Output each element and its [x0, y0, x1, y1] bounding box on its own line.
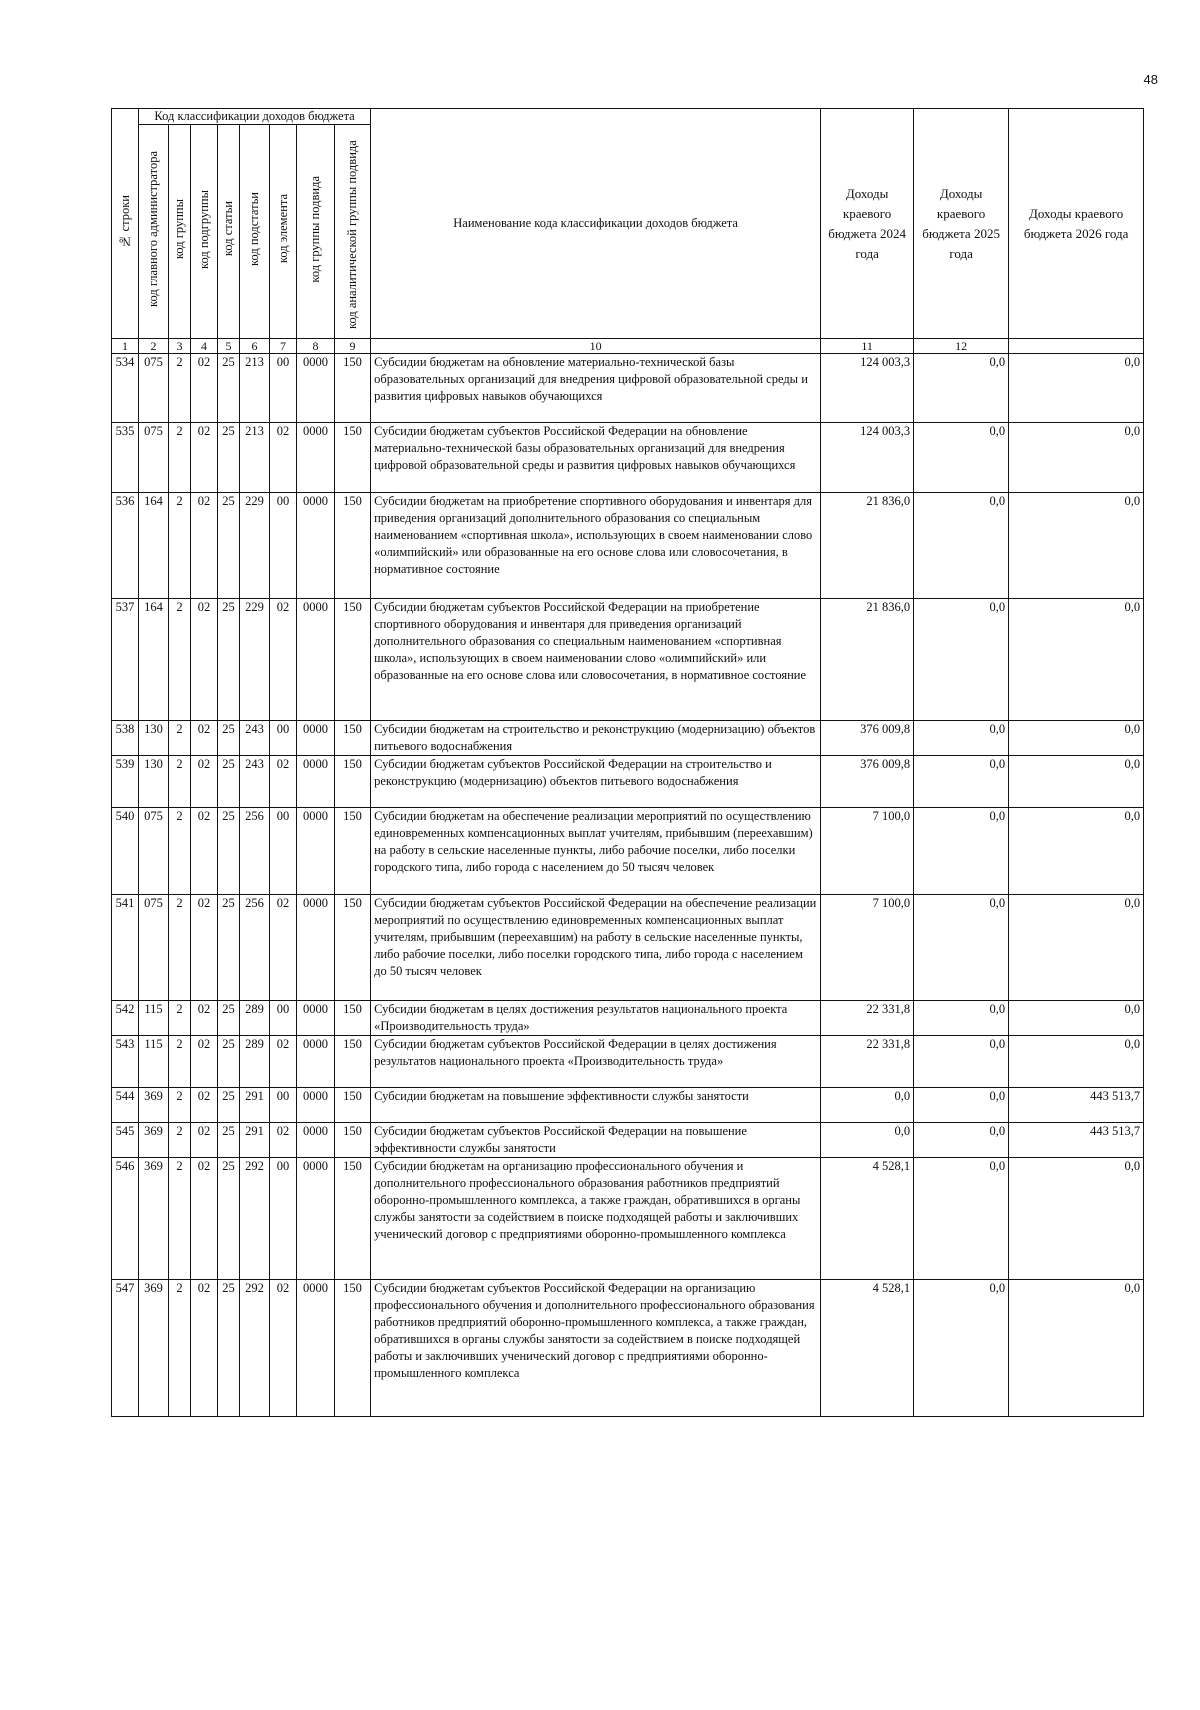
- subarticle-code-cell: 213: [240, 354, 270, 423]
- income-2026-cell: 0,0: [1009, 1158, 1144, 1280]
- analytic-group-code-cell: 150: [335, 1158, 371, 1280]
- element-code-cell: 00: [270, 1001, 297, 1036]
- row-number-cell: 542: [112, 1001, 139, 1036]
- row-number-cell: 540: [112, 808, 139, 895]
- header-analytic-group-code: код аналитической группы подвида: [335, 125, 371, 339]
- element-code-cell: 02: [270, 1280, 297, 1417]
- analytic-group-code-cell: 150: [335, 1280, 371, 1417]
- code-name-cell: Субсидии бюджетам на строительство и реконструкцию (модернизацию) объектов питьевого водоснабжения: [371, 721, 821, 756]
- group-code-cell: 2: [169, 423, 191, 493]
- row-number-cell: 543: [112, 1036, 139, 1088]
- table-row: [112, 599, 1144, 721]
- income-2026-cell: 0,0: [1009, 895, 1144, 1001]
- income-2024-cell: 124 003,3: [821, 354, 914, 423]
- subtype-group-code-cell: 0000: [297, 1280, 335, 1417]
- column-number: 1: [112, 339, 139, 354]
- admin-code-cell: 115: [139, 1036, 169, 1088]
- row-number-cell: 547: [112, 1280, 139, 1417]
- table-row: [112, 1123, 1144, 1158]
- row-number-cell: 544: [112, 1088, 139, 1123]
- income-2024-cell: 22 331,8: [821, 1036, 914, 1088]
- admin-code-cell: 130: [139, 721, 169, 756]
- subgroup-code-cell: 02: [191, 423, 218, 493]
- income-2025-cell: 0,0: [914, 1158, 1009, 1280]
- column-number: [1009, 339, 1144, 354]
- group-code-cell: 2: [169, 895, 191, 1001]
- element-code-cell: 00: [270, 808, 297, 895]
- subarticle-code-cell: 292: [240, 1280, 270, 1417]
- column-number: 7: [270, 339, 297, 354]
- column-number: 2: [139, 339, 169, 354]
- column-number: 3: [169, 339, 191, 354]
- income-2024-cell: 7 100,0: [821, 808, 914, 895]
- article-code-cell: 25: [218, 808, 240, 895]
- income-2026-cell: 0,0: [1009, 599, 1144, 721]
- subtype-group-code-cell: 0000: [297, 1036, 335, 1088]
- subarticle-code-cell: 213: [240, 423, 270, 493]
- article-code-cell: 25: [218, 721, 240, 756]
- subgroup-code-cell: 02: [191, 1158, 218, 1280]
- subtype-group-code-cell: 0000: [297, 423, 335, 493]
- header-group-code: код группы: [169, 125, 191, 339]
- admin-code-cell: 130: [139, 756, 169, 808]
- article-code-cell: 25: [218, 1158, 240, 1280]
- subarticle-code-cell: 291: [240, 1123, 270, 1158]
- column-number: 4: [191, 339, 218, 354]
- income-2024-cell: 22 331,8: [821, 1001, 914, 1036]
- column-number-row: [112, 339, 1144, 354]
- income-2025-cell: 0,0: [914, 1088, 1009, 1123]
- income-2024-cell: 376 009,8: [821, 756, 914, 808]
- income-2024-cell: 21 836,0: [821, 599, 914, 721]
- subgroup-code-cell: 02: [191, 1088, 218, 1123]
- table-row: [112, 808, 1144, 895]
- subarticle-code-cell: 291: [240, 1088, 270, 1123]
- income-2026-cell: 0,0: [1009, 756, 1144, 808]
- income-2026-cell: 443 513,7: [1009, 1088, 1144, 1123]
- header-element-code: код элемента: [270, 125, 297, 339]
- admin-code-cell: 075: [139, 808, 169, 895]
- subgroup-code-cell: 02: [191, 895, 218, 1001]
- subtype-group-code-cell: 0000: [297, 756, 335, 808]
- column-number: 8: [297, 339, 335, 354]
- row-number-cell: 545: [112, 1123, 139, 1158]
- header-code-name: Наименование кода классификации доходов бюджета: [371, 109, 821, 339]
- income-2024-cell: 21 836,0: [821, 493, 914, 599]
- header-row-number: № строки: [112, 109, 139, 339]
- row-number-cell: 535: [112, 423, 139, 493]
- code-name-cell: Субсидии бюджетам в целях достижения результатов национального проекта «Производительность труда»: [371, 1001, 821, 1036]
- header-subtype-group-code: код группы подвида: [297, 125, 335, 339]
- group-code-cell: 2: [169, 1001, 191, 1036]
- income-2024-cell: 4 528,1: [821, 1280, 914, 1417]
- subtype-group-code-cell: 0000: [297, 1158, 335, 1280]
- group-code-cell: 2: [169, 1123, 191, 1158]
- subtype-group-code-cell: 0000: [297, 808, 335, 895]
- income-2026-cell: 0,0: [1009, 808, 1144, 895]
- column-number: 12: [914, 339, 1009, 354]
- row-number-cell: 534: [112, 354, 139, 423]
- table-row: [112, 1036, 1144, 1088]
- row-number-cell: 536: [112, 493, 139, 599]
- group-code-cell: 2: [169, 808, 191, 895]
- column-number: 11: [821, 339, 914, 354]
- subarticle-code-cell: 292: [240, 1158, 270, 1280]
- subtype-group-code-cell: 0000: [297, 1123, 335, 1158]
- subgroup-code-cell: 02: [191, 721, 218, 756]
- group-code-cell: 2: [169, 1088, 191, 1123]
- table-row: [112, 895, 1144, 1001]
- row-number-cell: 541: [112, 895, 139, 1001]
- code-name-cell: Субсидии бюджетам на организацию профессионального обучения и дополнительного профессионального образования работников предприятий оборонно-промышленного комплекса, а также граждан, обратившихся в органы службы занятости за содействием в поиске подходящей работы и заключивших ученический договор с предприятиями оборонно-промышленного комплекса: [371, 1158, 821, 1280]
- row-number-cell: 539: [112, 756, 139, 808]
- code-name-cell: Субсидии бюджетам на обеспечение реализации мероприятий по осуществлению единовременных компенсационных выплат учителям, прибывшим (переехавшим) на работу в сельские населенные пункты, либо рабочие поселки, либо поселки городского типа, либо города с населением до 50 тысяч человек: [371, 808, 821, 895]
- income-2026-cell: 0,0: [1009, 1001, 1144, 1036]
- table-row: [112, 1280, 1144, 1417]
- income-2026-cell: 0,0: [1009, 721, 1144, 756]
- subtype-group-code-cell: 0000: [297, 721, 335, 756]
- group-code-cell: 2: [169, 721, 191, 756]
- column-number: 9: [335, 339, 371, 354]
- table-header: [112, 109, 1144, 339]
- group-code-cell: 2: [169, 1280, 191, 1417]
- header-classification-code-group: Код классификации доходов бюджета: [139, 109, 371, 125]
- income-2025-cell: 0,0: [914, 756, 1009, 808]
- admin-code-cell: 369: [139, 1123, 169, 1158]
- income-2025-cell: 0,0: [914, 721, 1009, 756]
- subgroup-code-cell: 02: [191, 1036, 218, 1088]
- header-income-2025: Доходы краевого бюджета 2025 года: [914, 109, 1009, 339]
- row-number-cell: 537: [112, 599, 139, 721]
- element-code-cell: 00: [270, 354, 297, 423]
- table-row: [112, 1088, 1144, 1123]
- admin-code-cell: 369: [139, 1088, 169, 1123]
- code-name-cell: Субсидии бюджетам субъектов Российской Федерации на обновление материально-технической базы образовательных организаций для внедрения цифровой образовательной среды и развития цифровых навыков обучающихся: [371, 423, 821, 493]
- income-2026-cell: 0,0: [1009, 354, 1144, 423]
- income-2026-cell: 0,0: [1009, 493, 1144, 599]
- page-number: 48: [1143, 72, 1158, 87]
- element-code-cell: 00: [270, 1158, 297, 1280]
- subtype-group-code-cell: 0000: [297, 895, 335, 1001]
- income-2025-cell: 0,0: [914, 808, 1009, 895]
- table-row: [112, 354, 1144, 423]
- income-2025-cell: 0,0: [914, 1036, 1009, 1088]
- analytic-group-code-cell: 150: [335, 1036, 371, 1088]
- analytic-group-code-cell: 150: [335, 1123, 371, 1158]
- income-2024-cell: 376 009,8: [821, 721, 914, 756]
- article-code-cell: 25: [218, 493, 240, 599]
- income-2024-cell: 4 528,1: [821, 1158, 914, 1280]
- income-2025-cell: 0,0: [914, 493, 1009, 599]
- subarticle-code-cell: 243: [240, 756, 270, 808]
- group-code-cell: 2: [169, 756, 191, 808]
- subarticle-code-cell: 243: [240, 721, 270, 756]
- subarticle-code-cell: 229: [240, 599, 270, 721]
- column-number: 5: [218, 339, 240, 354]
- article-code-cell: 25: [218, 599, 240, 721]
- article-code-cell: 25: [218, 1088, 240, 1123]
- income-2025-cell: 0,0: [914, 1001, 1009, 1036]
- element-code-cell: 02: [270, 1123, 297, 1158]
- table-row: [112, 1001, 1144, 1036]
- admin-code-cell: 164: [139, 493, 169, 599]
- row-number-cell: 538: [112, 721, 139, 756]
- element-code-cell: 02: [270, 1036, 297, 1088]
- code-name-cell: Субсидии бюджетам субъектов Российской Федерации на обеспечение реализации мероприятий по осуществлению единовременных компенсационных выплат учителям, прибывшим (переехавшим) на работу в сельские населенные пункты, либо рабочие поселки, либо поселки городского типа, либо города с населением до 50 тысяч человек: [371, 895, 821, 1001]
- group-code-cell: 2: [169, 1036, 191, 1088]
- analytic-group-code-cell: 150: [335, 599, 371, 721]
- subgroup-code-cell: 02: [191, 493, 218, 599]
- analytic-group-code-cell: 150: [335, 808, 371, 895]
- article-code-cell: 25: [218, 423, 240, 493]
- subarticle-code-cell: 256: [240, 808, 270, 895]
- table-row: [112, 756, 1144, 808]
- analytic-group-code-cell: 150: [335, 721, 371, 756]
- article-code-cell: 25: [218, 1036, 240, 1088]
- element-code-cell: 02: [270, 895, 297, 1001]
- income-2024-cell: 0,0: [821, 1123, 914, 1158]
- article-code-cell: 25: [218, 756, 240, 808]
- subarticle-code-cell: 289: [240, 1036, 270, 1088]
- subtype-group-code-cell: 0000: [297, 1088, 335, 1123]
- article-code-cell: 25: [218, 895, 240, 1001]
- subgroup-code-cell: 02: [191, 1280, 218, 1417]
- subtype-group-code-cell: 0000: [297, 493, 335, 599]
- income-2025-cell: 0,0: [914, 1123, 1009, 1158]
- analytic-group-code-cell: 150: [335, 493, 371, 599]
- admin-code-cell: 115: [139, 1001, 169, 1036]
- table-row: [112, 493, 1144, 599]
- code-name-cell: Субсидии бюджетам субъектов Российской Федерации на организацию профессионального обучения и дополнительного профессионального образования работников предприятий оборонно-промышленного комплекса, а также граждан, обратившихся в органы службы занятости за содействием в поиске подходящей работы и заключивших ученический договор с предприятиями оборонно-промышленного комплекса: [371, 1280, 821, 1417]
- income-2026-cell: 443 513,7: [1009, 1123, 1144, 1158]
- column-number: 10: [371, 339, 821, 354]
- element-code-cell: 00: [270, 493, 297, 599]
- article-code-cell: 25: [218, 354, 240, 423]
- element-code-cell: 00: [270, 721, 297, 756]
- analytic-group-code-cell: 150: [335, 423, 371, 493]
- article-code-cell: 25: [218, 1280, 240, 1417]
- element-code-cell: 02: [270, 599, 297, 721]
- subgroup-code-cell: 02: [191, 808, 218, 895]
- code-name-cell: Субсидии бюджетам субъектов Российской Федерации в целях достижения результатов национального проекта «Производительность труда»: [371, 1036, 821, 1088]
- table-row: [112, 1158, 1144, 1280]
- row-number-cell: 546: [112, 1158, 139, 1280]
- code-name-cell: Субсидии бюджетам субъектов Российской Федерации на приобретение спортивного оборудования и инвентаря для приведения организаций дополнительного образования со специальным наименованием «спортивная школа», использующих в своем наименовании слово «олимпийский» или образованные на его основе слова или словосочетания, в нормативное состояние: [371, 599, 821, 721]
- admin-code-cell: 369: [139, 1158, 169, 1280]
- subtype-group-code-cell: 0000: [297, 599, 335, 721]
- header-subgroup-code: код подгруппы: [191, 125, 218, 339]
- analytic-group-code-cell: 150: [335, 1001, 371, 1036]
- group-code-cell: 2: [169, 599, 191, 721]
- subgroup-code-cell: 02: [191, 1123, 218, 1158]
- analytic-group-code-cell: 150: [335, 756, 371, 808]
- subgroup-code-cell: 02: [191, 354, 218, 423]
- income-2025-cell: 0,0: [914, 895, 1009, 1001]
- element-code-cell: 02: [270, 423, 297, 493]
- subtype-group-code-cell: 0000: [297, 354, 335, 423]
- code-name-cell: Субсидии бюджетам на приобретение спортивного оборудования и инвентаря для приведения организаций дополнительного образования со специальным наименованием «спортивная школа», использующих в своем наименовании слово «олимпийский» или образованные на его основе слова или словосочетания, в нормативное состояние: [371, 493, 821, 599]
- income-2024-cell: 124 003,3: [821, 423, 914, 493]
- subtype-group-code-cell: 0000: [297, 1001, 335, 1036]
- header-income-2024: Доходы краевого бюджета 2024 года: [821, 109, 914, 339]
- admin-code-cell: 164: [139, 599, 169, 721]
- subgroup-code-cell: 02: [191, 756, 218, 808]
- income-2026-cell: 0,0: [1009, 423, 1144, 493]
- income-2025-cell: 0,0: [914, 599, 1009, 721]
- analytic-group-code-cell: 150: [335, 354, 371, 423]
- admin-code-cell: 075: [139, 423, 169, 493]
- group-code-cell: 2: [169, 1158, 191, 1280]
- header-article-code: код статьи: [218, 125, 240, 339]
- code-name-cell: Субсидии бюджетам субъектов Российской Федерации на строительство и реконструкцию (модернизацию) объектов питьевого водоснабжения: [371, 756, 821, 808]
- header-admin-code: код главного администратора: [139, 125, 169, 339]
- group-code-cell: 2: [169, 354, 191, 423]
- income-2024-cell: 7 100,0: [821, 895, 914, 1001]
- income-2024-cell: 0,0: [821, 1088, 914, 1123]
- income-2025-cell: 0,0: [914, 354, 1009, 423]
- header-income-2026: Доходы краевого бюджета 2026 года: [1009, 109, 1144, 339]
- element-code-cell: 02: [270, 756, 297, 808]
- subarticle-code-cell: 256: [240, 895, 270, 1001]
- income-2026-cell: 0,0: [1009, 1280, 1144, 1417]
- admin-code-cell: 075: [139, 354, 169, 423]
- element-code-cell: 00: [270, 1088, 297, 1123]
- subarticle-code-cell: 229: [240, 493, 270, 599]
- income-2025-cell: 0,0: [914, 423, 1009, 493]
- analytic-group-code-cell: 150: [335, 1088, 371, 1123]
- code-name-cell: Субсидии бюджетам на обновление материально-технической базы образовательных организаций для внедрения цифровой образовательной среды и развития цифровых навыков обучающихся: [371, 354, 821, 423]
- subgroup-code-cell: 02: [191, 1001, 218, 1036]
- article-code-cell: 25: [218, 1123, 240, 1158]
- table-row: [112, 721, 1144, 756]
- table-body: [112, 339, 1144, 1417]
- admin-code-cell: 369: [139, 1280, 169, 1417]
- budget-income-table: [111, 108, 1144, 1417]
- code-name-cell: Субсидии бюджетам на повышение эффективности службы занятости: [371, 1088, 821, 1123]
- subgroup-code-cell: 02: [191, 599, 218, 721]
- group-code-cell: 2: [169, 493, 191, 599]
- article-code-cell: 25: [218, 1001, 240, 1036]
- income-2026-cell: 0,0: [1009, 1036, 1144, 1088]
- column-number: 6: [240, 339, 270, 354]
- income-2025-cell: 0,0: [914, 1280, 1009, 1417]
- subarticle-code-cell: 289: [240, 1001, 270, 1036]
- admin-code-cell: 075: [139, 895, 169, 1001]
- header-subarticle-code: код подстатьи: [240, 125, 270, 339]
- analytic-group-code-cell: 150: [335, 895, 371, 1001]
- table-row: [112, 423, 1144, 493]
- code-name-cell: Субсидии бюджетам субъектов Российской Федерации на повышение эффективности службы занятости: [371, 1123, 821, 1158]
